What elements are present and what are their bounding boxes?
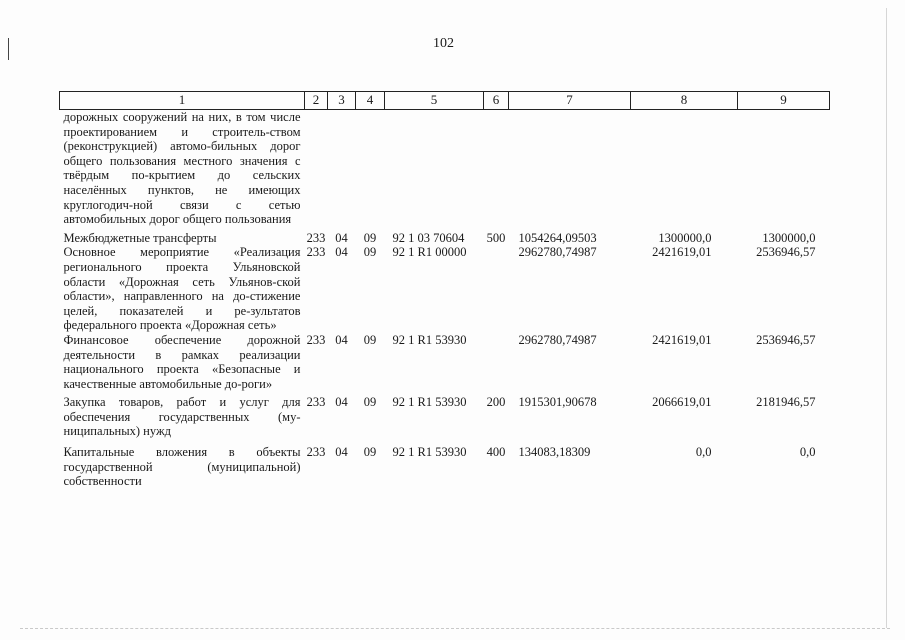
cell-expense-type: [484, 245, 509, 333]
cell-amount-7: [509, 110, 631, 231]
cell-ministry: 233: [306, 245, 326, 260]
column-header: 2: [305, 92, 328, 110]
cell-section: 04: [335, 395, 348, 410]
cell-amount-8: 1300000,0: [658, 230, 712, 245]
cell-amount-9: [738, 110, 830, 231]
cell-amount-7: 2962780,74987: [518, 332, 597, 347]
table-row: [60, 445, 830, 489]
column-header: 7: [509, 92, 631, 110]
cell-amount-7: 2962780,74987: [518, 245, 597, 260]
column-header: 5: [385, 92, 484, 110]
cell-amount-8: 2421619,01: [652, 245, 712, 260]
table-row: [60, 333, 830, 395]
cell-ministry: 233: [306, 230, 326, 245]
column-header: 9: [738, 92, 830, 110]
cell-expense-type: 500: [486, 230, 506, 245]
cell-ministry: 233: [306, 445, 326, 460]
cell-amount-9: 2181946,57: [756, 395, 816, 410]
cell-amount-8: 2066619,01: [652, 395, 712, 410]
cell-section: 04: [335, 445, 348, 460]
scan-bottom-edge: [20, 628, 890, 630]
cell-subsection: 09: [363, 445, 377, 460]
column-header: 3: [328, 92, 356, 110]
cell-amount-7: 134083,18309: [518, 445, 591, 460]
page-number: 102: [433, 36, 454, 51]
cell-subsection: 09: [363, 230, 377, 245]
cell-section: 04: [335, 245, 348, 260]
cell-subsection: 09: [363, 332, 377, 347]
column-header: 6: [484, 92, 509, 110]
row-name: Финансовое обеспечение дорожной деятельности в рамках реализации национального проекта «Безопасные и качественные автомобильные до-роги»: [63, 332, 301, 391]
cell-target-code: 92 1 R1 53930: [392, 395, 467, 410]
budget-table: [59, 91, 830, 489]
cell-amount-7: 1915301,90678: [518, 395, 597, 410]
cell-subsection: [356, 110, 385, 231]
cell-section: 04: [335, 230, 348, 245]
column-header: 4: [356, 92, 385, 110]
cell-expense-type: [484, 333, 509, 395]
cell-amount-8: 2421619,01: [652, 332, 712, 347]
column-header: 1: [60, 92, 305, 110]
cell-target-code: [385, 110, 484, 231]
row-name: Капитальные вложения в объекты государственной (муниципальной) собственности: [63, 445, 301, 489]
cell-expense-type: 200: [486, 395, 506, 410]
cell-section: [328, 110, 356, 231]
table-row: [60, 110, 830, 231]
cell-amount-9: 1300000,0: [762, 230, 816, 245]
cell-subsection: 09: [363, 245, 377, 260]
cell-target-code: 92 1 R1 00000: [392, 245, 467, 260]
cell-expense-type: 400: [486, 445, 506, 460]
cell-target-code: 92 1 R1 53930: [392, 332, 467, 347]
cell-expense-type: [484, 110, 509, 231]
cell-ministry: 233: [306, 332, 326, 347]
column-header: 8: [631, 92, 738, 110]
scan-edge-mark: [886, 8, 887, 628]
cell-ministry: [305, 110, 328, 231]
row-name: Закупка товаров, работ и услуг для обеспечения государственных (му-ниципальных) нужд: [63, 395, 301, 439]
cell-target-code: 92 1 03 70604: [392, 230, 465, 245]
header-row: [60, 92, 830, 110]
cell-target-code: 92 1 R1 53930: [392, 445, 467, 460]
cell-amount-7: 1054264,09503: [518, 230, 597, 245]
table-row: [60, 245, 830, 333]
cell-amount-8: [631, 110, 738, 231]
cell-subsection: 09: [363, 395, 377, 410]
cell-amount-9: 2536946,57: [756, 332, 816, 347]
row-name: дорожных сооружений на них, в том числе проектированием и строитель-ством (реконструкцией) автомо-бильных дорог общего пользования местного значения с твёрдым по-крытием до сельских населённых пунктов, не имеющих круглогодич-ной связи с сетью автомобильных дорог общего пользования: [63, 110, 301, 227]
cell-amount-8: 0,0: [695, 445, 712, 460]
table-row: [60, 395, 830, 445]
scan-edge-mark: [8, 38, 9, 60]
cell-section: 04: [335, 332, 348, 347]
table-row: [60, 231, 830, 246]
cell-amount-9: 0,0: [799, 445, 816, 460]
cell-amount-9: 2536946,57: [756, 245, 816, 260]
row-name: Межбюджетные трансферты: [63, 230, 217, 245]
cell-ministry: 233: [306, 395, 326, 410]
row-name: Основное мероприятие «Реализация регионального проекта Ульяновской области «Дорожная сеть Ульянов-ской области», направленного на до-стижение целей, показателей и ре-зультатов федерального проекта «Дорожная сеть»: [63, 245, 301, 333]
